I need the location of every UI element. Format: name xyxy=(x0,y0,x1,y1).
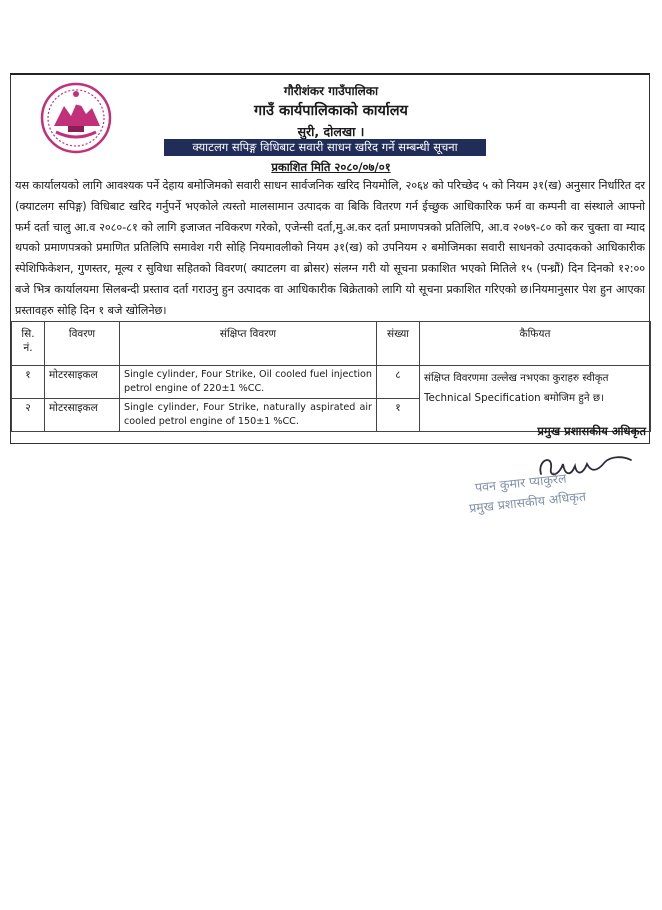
row-item-name: मोटरसाइकल xyxy=(45,399,120,432)
office-title: गाउँ कार्यपालिकाको कार्यालय xyxy=(254,103,408,119)
header-remarks: कैफियत xyxy=(420,322,651,366)
vehicle-specification-table xyxy=(11,321,651,432)
row-sn: २ xyxy=(12,399,45,432)
notice-title-banner: क्याटलग सपिङ्ग विधिबाट सवारी साधन खरिद गर्ने सम्बन्धी सूचना xyxy=(164,139,486,156)
stamp-title: प्रमुख प्रशासकीय अधिकृत xyxy=(468,488,587,516)
row-quantity: १ xyxy=(377,399,420,432)
header-item: विवरण xyxy=(45,322,120,366)
header-sn: सि. नं. xyxy=(12,322,45,366)
table-row xyxy=(12,366,651,399)
header-description: संक्षिप्त विवरण xyxy=(120,322,377,366)
row-item-name: मोटरसाइकल xyxy=(45,366,120,399)
signer-title: प्रमुख प्रशासकीय अधिकृत xyxy=(537,424,646,438)
official-stamp xyxy=(468,467,587,518)
publish-date: प्रकाशित मिति २०८०/०७/०१ xyxy=(271,160,391,174)
municipality-name: गौरीशंकर गाउँपालिका xyxy=(283,84,379,98)
row-description: Single cylinder, Four Strike, Oil cooled fuel injection petrol engine of 220±1 %CC. xyxy=(120,366,377,399)
row-sn: १ xyxy=(12,366,45,399)
stamp-name: पवन कुमार प्याकुरेल xyxy=(474,470,568,495)
table-header-row xyxy=(12,322,651,366)
row-remarks: संक्षिप्त विवरणमा उल्लेख नभएका कुराहरु स्वीकृत Technical Specification बमोजिम हुने छ। xyxy=(420,366,651,432)
row-quantity: ८ xyxy=(377,366,420,399)
office-location: सुरी, दोलखा । xyxy=(297,124,365,139)
header-quantity: संख्या xyxy=(377,322,420,366)
row-description: Single cylinder, Four Strike, naturally aspirated air cooled petrol engine of 150±1 %CC. xyxy=(120,399,377,432)
notice-paragraph: यस कार्यालयको लागि आवश्यक पर्ने देहाय बमोजिमको सवारी साधन सार्वजनिक खरिद नियमोलि, २०६४ को परिच्छेद ५ को नियम ३१(ख) अनुसार निर्धारित दर (क्याटलग सपिङ्ग) विधिबाट खरिद गर्नुपर्ने भएकोले त्यस्तो मालसामान उत्पादक वा बिकि वितरण गर्न ईच्छुक आधिकारिक फर्म वा कम्पनी वा संस्थाले आफ्नो फर्म दर्ता चालु आ.व २०८०-८१ को लागि इजाजत नविकरण गरेको, एजेन्सी दर्ता,मु.अ.कर दर्ता प्रमाणपत्रको प्रतिलिपि, आ.व २०७९-८० को कर चुक्ता वा म्याद थपको प्रमाणपत्रको प्रमाणित प्रतिलिपि समावेश गरी सोहि नियमावलीको नियम ३१(ख) को उपनियम २ बमोजिमका सवारी साधनको उत्पादकको आधिकारीक स्पेशिफिकेशन, गुणस्तर, मूल्य र सुविधा सहितको विवरण( क्याटलग वा ब्रोसर) संलग्न गरी यो सूचना प्रकाशित भएको मितिले १५ (पन्ध्रौं) दिन दिनको १२:०० बजे भित्र कार्यालयमा सिलबन्दी प्रस्ताव दर्ता गराउनु हुन उत्पादक वा आधिकारीक बिक्रेताको लागि यो सूचना प्रकाशित गरिएको छ।नियमानुसार पेश हुन आएका प्रस्तावहरु सोहि दिन १ बजे खोलिनेछ। xyxy=(15,179,645,317)
